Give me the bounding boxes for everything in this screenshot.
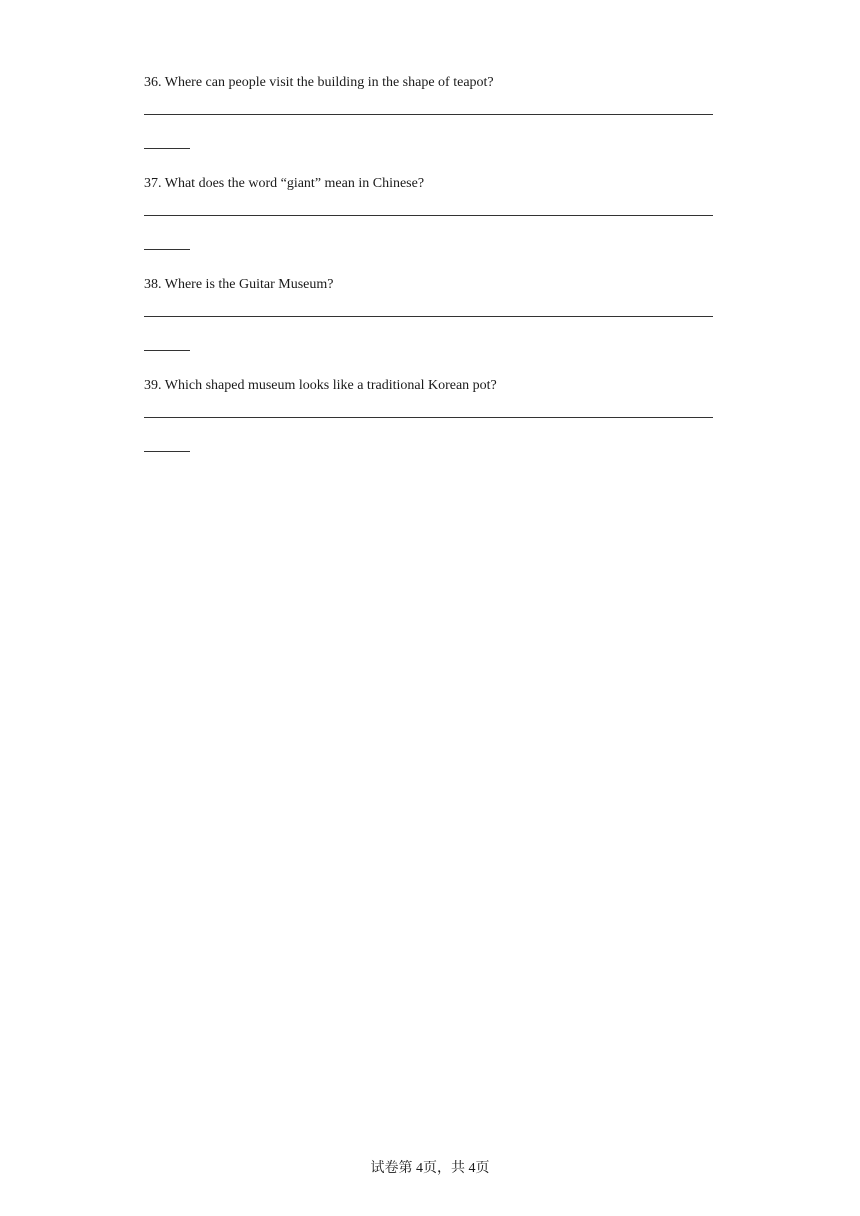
question-prompt: Where is the Guitar Museum? (164, 277, 334, 292)
answer-line-continuation[interactable] (144, 148, 190, 149)
question-prompt: Which shaped museum looks like a traditional Korean pot? (164, 378, 497, 393)
page-number-label: 试卷第 4页，共 4页 (370, 1161, 490, 1176)
page-footer (0, 1160, 860, 1178)
answer-line-continuation[interactable] (144, 249, 190, 250)
question-number: 38 (144, 277, 158, 292)
question-38 (144, 276, 714, 294)
question-separator: . (158, 75, 162, 90)
answer-line-continuation[interactable] (144, 350, 190, 351)
question-37 (144, 175, 714, 193)
question-text (144, 276, 714, 294)
answer-line[interactable] (144, 417, 713, 418)
question-number: 37 (144, 176, 158, 191)
question-prompt: Where can people visit the building in the shape of teapot? (164, 75, 494, 90)
question-separator: . (158, 277, 162, 292)
answer-line[interactable] (144, 114, 713, 115)
question-number: 39 (144, 378, 158, 393)
question-separator: . (158, 378, 162, 393)
answer-line[interactable] (144, 316, 713, 317)
question-separator: . (158, 176, 162, 191)
question-text (144, 74, 714, 92)
question-text (144, 175, 714, 193)
answer-line[interactable] (144, 215, 713, 216)
question-39 (144, 377, 714, 395)
question-number: 36 (144, 75, 158, 90)
question-36 (144, 74, 714, 92)
question-prompt: What does the word “giant” mean in Chinese? (164, 176, 425, 191)
answer-line-continuation[interactable] (144, 451, 190, 452)
question-text (144, 377, 714, 395)
